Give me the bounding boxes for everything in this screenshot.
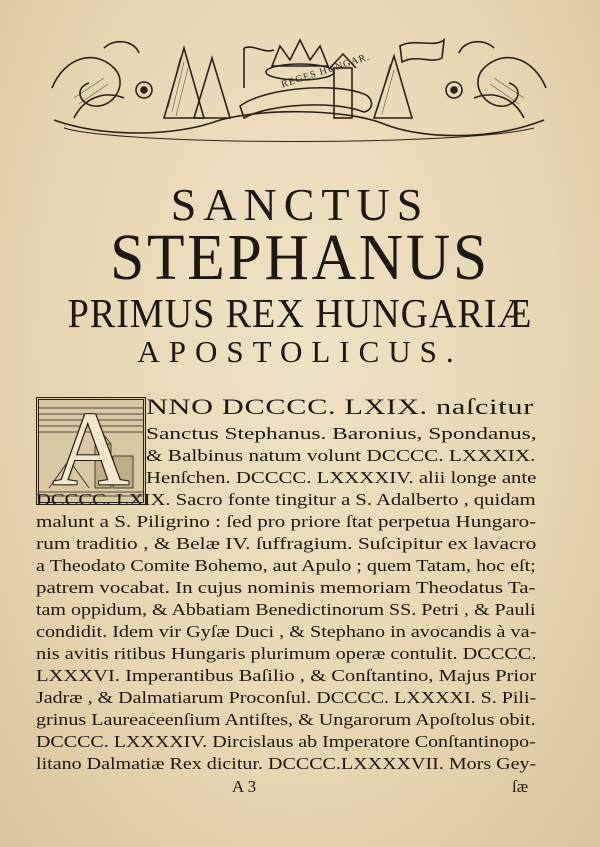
body-line: malunt a S. Piligrino : ſed pro priore ſtat perpetua Hungaro- <box>36 512 537 531</box>
body-line: DCCCC. LXXXXIV. Dircislaus ab Imperatore Conſtantinopo- <box>36 732 536 751</box>
body-line: litano Dalmatiæ Rex dicitur. DCCCC.LXXXXVII. Mors Gey- <box>36 754 537 773</box>
headpiece-ornament <box>44 28 554 146</box>
signature-mark: A 3 <box>232 777 257 796</box>
body-line: nis avitis ritibus Hungaris plurimum operæ contulit. DCCCC. <box>36 644 537 663</box>
title-line-3: PRIMUS REX HUNGARIÆ <box>67 290 533 336</box>
body-line: a Theodato Comite Bohemo, aut Apulo ; quem Tatam, hoc eſt; <box>36 556 536 575</box>
catchword: ſæ <box>512 777 529 796</box>
body-line: Henſchen. DCCCC. LXXXXIV. alii longe ante <box>146 468 537 487</box>
body-line: Sanctus Stephanus. Baronius, Spondanus, <box>146 424 537 443</box>
body-line: LXXXVI. Imperantibus Baſilio , & Conſtantino, Majus Prior <box>36 666 537 685</box>
body-line: condidit. Idem vir Gyſæ Duci , & Stephano in avocandis à va- <box>36 622 537 641</box>
headpiece-engraving <box>44 28 554 146</box>
body-line: DCCCC. LXIX. Sacro fonte tingitur a S. Adalberto , quidam <box>36 490 536 509</box>
title-line-2: STEPHANUS <box>110 221 490 294</box>
body-line: tam oppidum, & Abbatiam Benedictinorum SS. Petri , & Pauli <box>36 600 536 619</box>
body-line: rum traditio , & Belæ IV. ſuffragium. Suſcipitur ex lavacro <box>36 534 537 553</box>
body-line: grinus Laureaceenſium Antiſtes, & Ungarorum Apoſtolus obit. <box>36 710 536 729</box>
headpiece-label: REGES HUNGAR. <box>280 51 372 91</box>
body-line: patrem vocabat. In cujus nominis memoriam Theodatus Ta- <box>36 578 536 597</box>
initial-letter: A <box>52 397 130 505</box>
title-line-1: SANCTUS <box>170 179 430 230</box>
body-line: & Balbinus natum volunt DCCCC. LXXXIX. <box>146 446 536 465</box>
title-line-4: APOSTOLICUS. <box>137 334 463 369</box>
body-line: NNO DCCCC. LXIX. naſcitur <box>146 394 534 419</box>
body-line: Jadræ , & Dalmatiarum Proconſul. DCCCC. LXXXXI. S. Pili- <box>36 688 537 707</box>
